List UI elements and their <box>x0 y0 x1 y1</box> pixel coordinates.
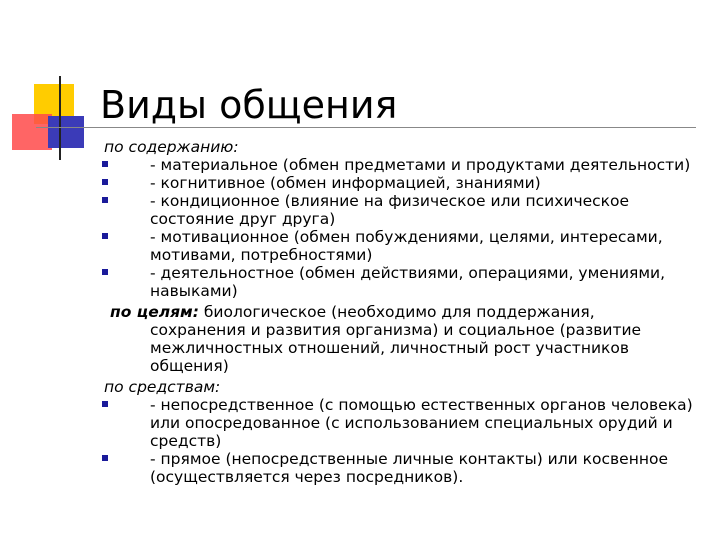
goals-text-rest: сохранения и развития организма) и социальное (развитие межличностных отношений, личностный рост участников общения) <box>150 321 642 375</box>
goals-block <box>110 303 704 375</box>
list-item: - мотивационное (обмен побуждениями, целями, интересами, мотивами, потребностями) <box>104 228 704 264</box>
bullet-icon <box>102 455 108 461</box>
heading-by-goals: по целям: <box>110 303 199 321</box>
bullet-icon <box>102 233 108 239</box>
slide-title: Виды общения <box>100 83 398 127</box>
goals-text-first: биологическое (необходимо для поддержания, <box>203 303 595 321</box>
decor-blue-square <box>48 116 84 148</box>
bullet-icon <box>102 197 108 203</box>
heading-by-means: по средствам: <box>104 378 221 396</box>
list-item: - материальное (обмен предметами и продуктами деятельности) <box>104 156 704 174</box>
decor-vertical-line <box>59 76 61 160</box>
bullet-icon <box>102 179 108 185</box>
slide-body <box>104 138 704 486</box>
list-item: - когнитивное (обмен информацией, знаниями) <box>104 174 704 192</box>
title-underline <box>36 127 696 128</box>
list-item: - прямое (непосредственные личные контакты) или косвенное (осуществляется через посредников). <box>104 450 704 486</box>
list-item: - непосредственное (с помощью естественных органов человека) или опосредованное (с использованием специальных орудий и средств) <box>104 396 704 450</box>
bullet-icon <box>102 401 108 407</box>
heading-by-content: по содержанию: <box>104 138 239 156</box>
bullet-icon <box>102 269 108 275</box>
bullet-icon <box>102 161 108 167</box>
list-item: - кондиционное (влияние на физическое или психическое состояние друг друга) <box>104 192 704 228</box>
decor-red-square <box>12 114 52 150</box>
list-item: - деятельностное (обмен действиями, операциями, умениями, навыками) <box>104 264 704 300</box>
